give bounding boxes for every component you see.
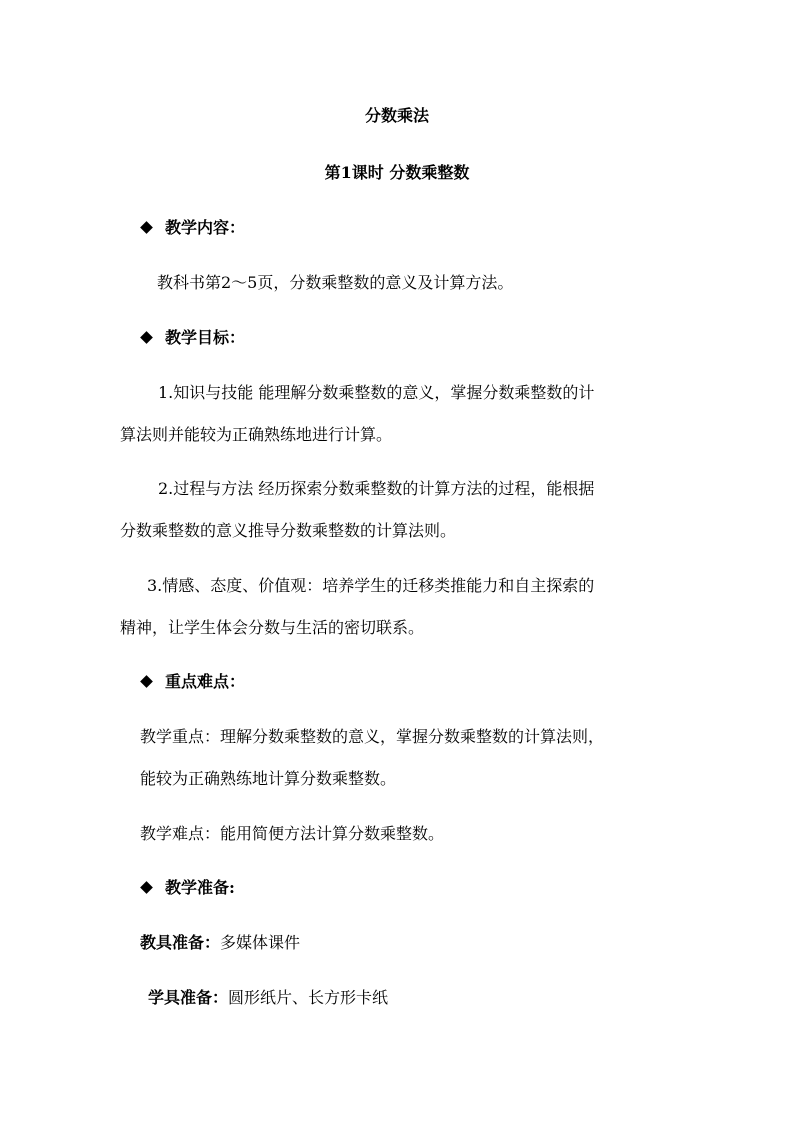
teacher-preparation xyxy=(140,932,300,954)
objective-1-line-1: 1.知识与技能 能理解分数乘整数的意义，掌握分数乘整数的计 xyxy=(158,383,595,402)
section-heading-objectives: 教学目标： xyxy=(138,327,245,349)
objective-1-line-2: 算法则并能较为正确熟练地进行计算。 xyxy=(120,425,393,444)
student-preparation-label: 学具准备： xyxy=(148,988,229,1007)
lesson-subtitle: 第1课时 分数乘整数 xyxy=(324,163,470,182)
teacher-preparation-label: 教具准备： xyxy=(140,933,221,952)
student-preparation-value: 圆形纸片、长方形卡纸 xyxy=(228,988,389,1007)
objective-3-line-1: 3.情感、态度、价值观：培养学生的迁移类推能力和自主探索的 xyxy=(147,576,595,595)
diamond-bullet-icon xyxy=(140,221,153,234)
section-heading-key-points: 重点难点： xyxy=(138,671,245,693)
content-text: 教科书第2～5页，分数乘整数的意义及计算方法。 xyxy=(157,273,514,292)
section-heading-preparation: 教学准备: xyxy=(138,877,235,899)
diamond-bullet-icon xyxy=(140,675,153,688)
diamond-bullet-icon xyxy=(140,331,153,344)
document-title: 分数乘法 xyxy=(364,106,429,125)
difficulty-text: 教学难点：能用简便方法计算分数乘整数。 xyxy=(140,824,445,843)
teacher-preparation-value: 多媒体课件 xyxy=(220,933,301,952)
diamond-bullet-icon xyxy=(140,881,153,894)
student-preparation xyxy=(148,987,388,1009)
section-heading-content: 教学内容： xyxy=(138,217,245,239)
key-point-line-2: 能较为正确熟练地计算分数乘整数。 xyxy=(140,769,397,788)
objective-2-line-2: 分数乘整数的意义推导分数乘整数的计算法则。 xyxy=(120,521,457,540)
objective-2-line-1: 2.过程与方法 经历探索分数乘整数的计算方法的过程，能根据 xyxy=(158,479,595,498)
objective-3-line-2: 精神，让学生体会分数与生活的密切联系。 xyxy=(120,618,425,637)
key-point-line-1: 教学重点：理解分数乘整数的意义，掌握分数乘整数的计算法则， xyxy=(140,727,605,746)
